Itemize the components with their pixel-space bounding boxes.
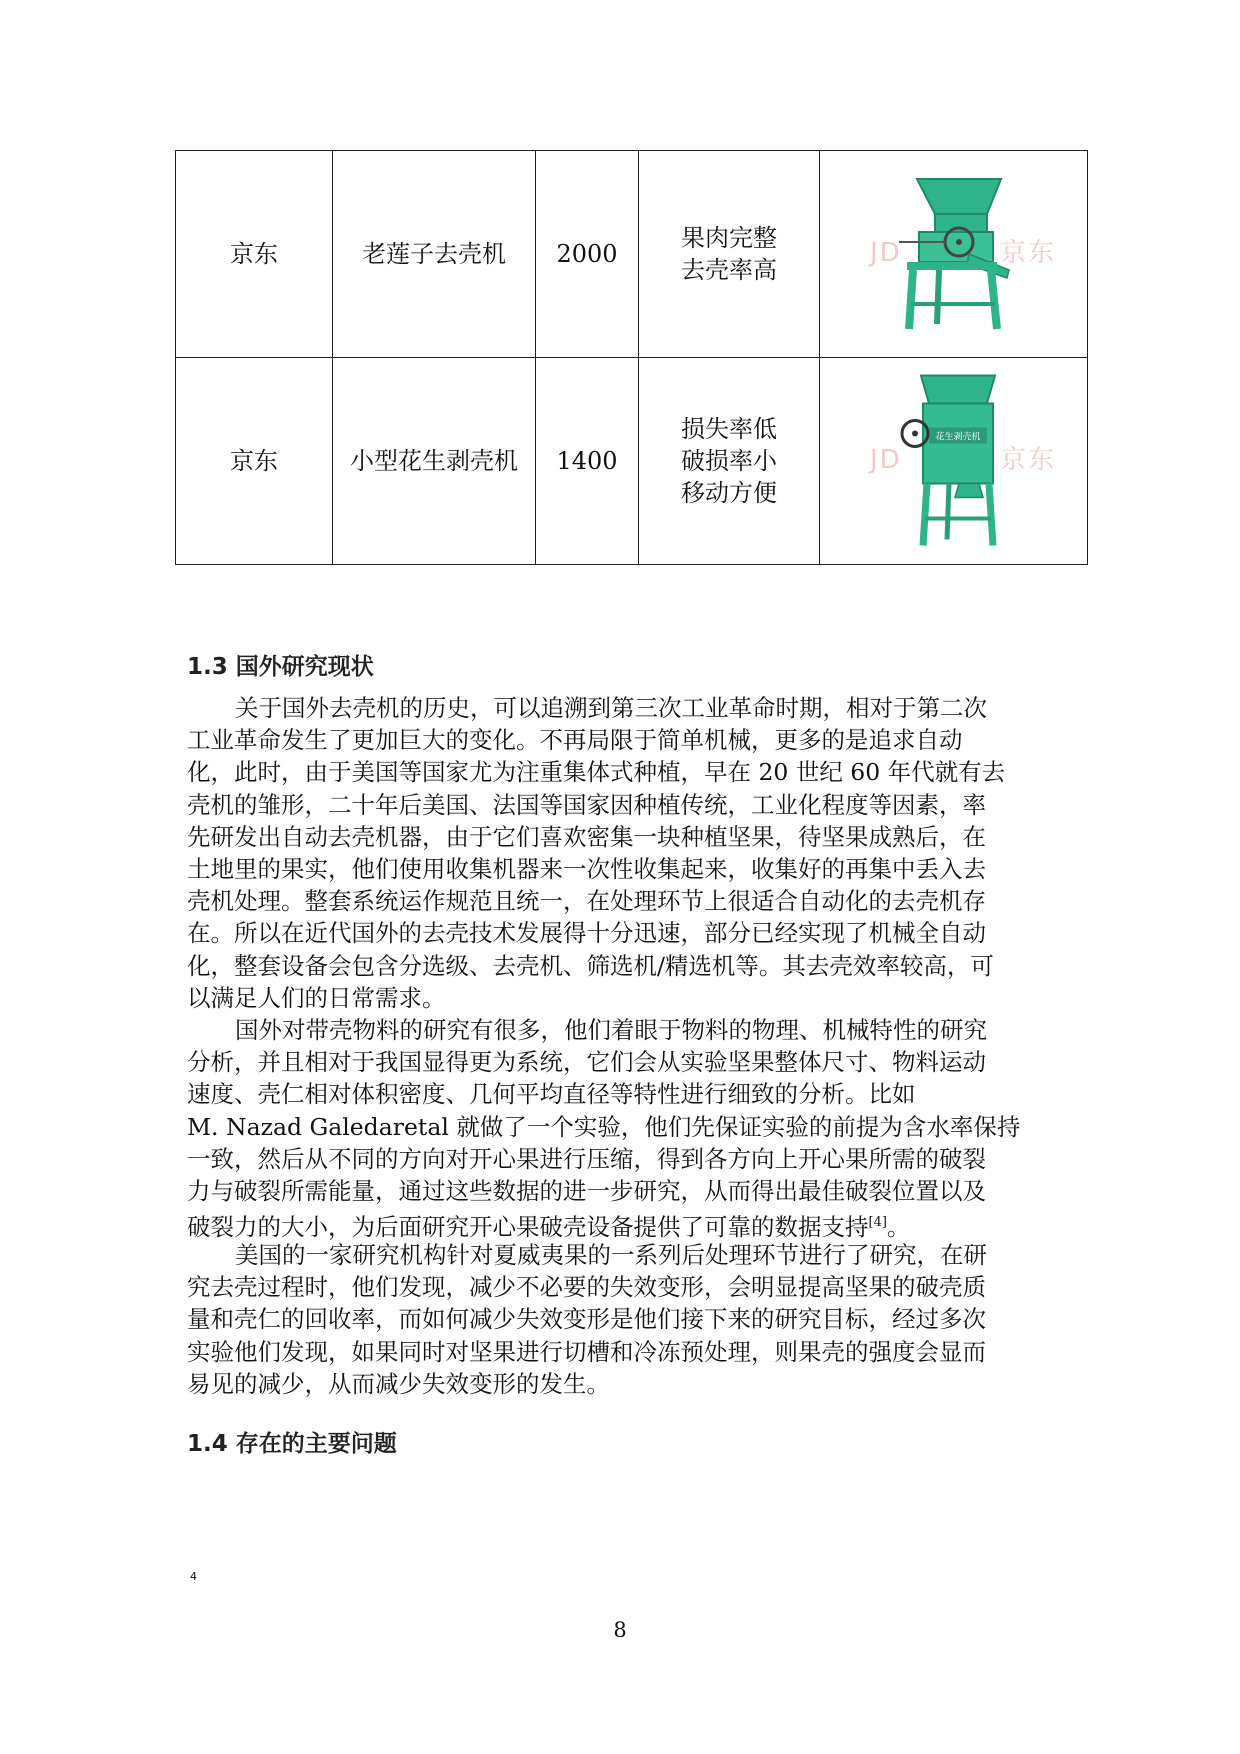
product-image-cell bbox=[820, 151, 1088, 358]
watermark-text: 京东 bbox=[1000, 445, 1057, 475]
text-line: 壳机处理。整套系统运作规范且统一，在处理环节上很适合自动化的去壳机存 bbox=[187, 887, 986, 916]
watermark-text: JD bbox=[870, 445, 902, 475]
text-line: 化，整套设备会包含分选级、去壳机、筛选机/精选机等。其去壳效率较高，可 bbox=[187, 951, 994, 980]
lotus-seed-husker-machine-icon bbox=[879, 174, 1029, 334]
text-line: 量和壳仁的回收率，而如何减少失效变形是他们接下来的研究目标，经过多次 bbox=[187, 1305, 986, 1334]
section-heading-1-4: 1.4 存在的主要问题 bbox=[187, 1431, 397, 1457]
text-line: 土地里的果实，他们使用收集机器来一次性收集起来，收集好的再集中丢入去 bbox=[187, 855, 986, 884]
feature-text: 破损率小 bbox=[681, 447, 777, 475]
text-line: 易见的减少，从而减少失效变形的发生。 bbox=[187, 1369, 610, 1398]
feature-text: 去壳率高 bbox=[681, 256, 777, 284]
feature-text: 移动方便 bbox=[681, 479, 777, 507]
product-comparison-table bbox=[175, 150, 1088, 565]
price-cell: 2000 bbox=[536, 151, 639, 358]
table-row bbox=[176, 358, 1088, 565]
text-line bbox=[187, 1207, 1047, 1243]
text-line: 先研发出自动去壳机器，由于它们喜欢密集一块种植坚果，待坚果成熟后，在 bbox=[187, 822, 986, 851]
machine-label: 花生剥壳机 bbox=[934, 432, 981, 443]
peanut-sheller-machine-icon bbox=[899, 374, 1009, 549]
text-line: 速度、壳仁相对体积密度、几何平均直径等特性进行细致的分析。比如 bbox=[187, 1080, 916, 1109]
store-cell: 京东 bbox=[176, 358, 333, 565]
product-image-cell bbox=[820, 358, 1088, 565]
watermark-text: JD bbox=[870, 238, 902, 268]
text-line: 实验他们发现，如果同时对坚果进行切槽和冷冻预处理，则果壳的强度会显而 bbox=[187, 1337, 986, 1366]
store-cell: 京东 bbox=[176, 151, 333, 358]
text-line: 在。所以在近代国外的去壳技术发展得十分迅速，部分已经实现了机械全自动 bbox=[187, 919, 986, 948]
paragraph bbox=[187, 1239, 1047, 1400]
price-cell: 1400 bbox=[536, 358, 639, 565]
section-heading-1-3: 1.3 国外研究现状 bbox=[187, 654, 374, 680]
text-line: 化，此时，由于美国等国家尤为注重集体式种植，早在 20 世纪 60 年代就有去 bbox=[187, 758, 1006, 787]
page-number: 8 bbox=[613, 1618, 627, 1642]
text-line: 国外对带壳物料的研究有很多，他们着眼于物料的物理、机械特性的研究 bbox=[235, 1016, 987, 1044]
text-line: 分析，并且相对于我国显得更为系统，它们会从实验坚果整体尺寸、物料运动 bbox=[187, 1048, 986, 1077]
table-row bbox=[176, 151, 1088, 358]
text-line: 关于国外去壳机的历史，可以追溯到第三次工业革命时期，相对于第二次 bbox=[235, 694, 987, 722]
features-cell bbox=[639, 151, 820, 358]
text-line: 一致，然后从不同的方向对开心果进行压缩，得到各方向上开心果所需的破裂 bbox=[187, 1144, 986, 1173]
text-line: 究去壳过程时，他们发现，减少不必要的失效变形，会明显提高坚果的破壳质 bbox=[187, 1273, 986, 1302]
watermark-text: 京东 bbox=[1000, 238, 1057, 268]
paragraph bbox=[187, 692, 1047, 1014]
text-line: 力与破裂所需能量，通过这些数据的进一步研究，从而得出最佳破裂位置以及 bbox=[187, 1177, 986, 1206]
product-name-cell: 小型花生剥壳机 bbox=[333, 358, 536, 565]
text-line: 以满足人们的日常需求。 bbox=[187, 983, 446, 1012]
feature-text: 果肉完整 bbox=[681, 224, 777, 252]
feature-text: 损失率低 bbox=[681, 415, 777, 443]
text-line: 工业革命发生了更加巨大的变化。不再局限于简单机械，更多的是追求自动 bbox=[187, 726, 963, 755]
citation-marker: [4] bbox=[868, 1215, 887, 1231]
text-line: M. Nazad Galedaretal 就做了一个实验，他们先保证实验的前提为含水率保持 bbox=[187, 1112, 1021, 1141]
text-line: 美国的一家研究机构针对夏威夷果的一系列后处理环节进行了研究，在研 bbox=[235, 1241, 987, 1269]
text-line: 壳机的雏形，二十年后美国、法国等国家因种植传统，工业化程度等因素，率 bbox=[187, 790, 986, 819]
paragraph bbox=[187, 1014, 1047, 1243]
text-fragment: 。 bbox=[886, 1213, 911, 1242]
features-cell bbox=[639, 358, 820, 565]
text-fragment: 破裂力的大小，为后面研究开心果破壳设备提供了可靠的数据支持 bbox=[187, 1213, 869, 1242]
footnote-marker: 4 bbox=[190, 1570, 197, 1583]
product-name-cell: 老莲子去壳机 bbox=[333, 151, 536, 358]
